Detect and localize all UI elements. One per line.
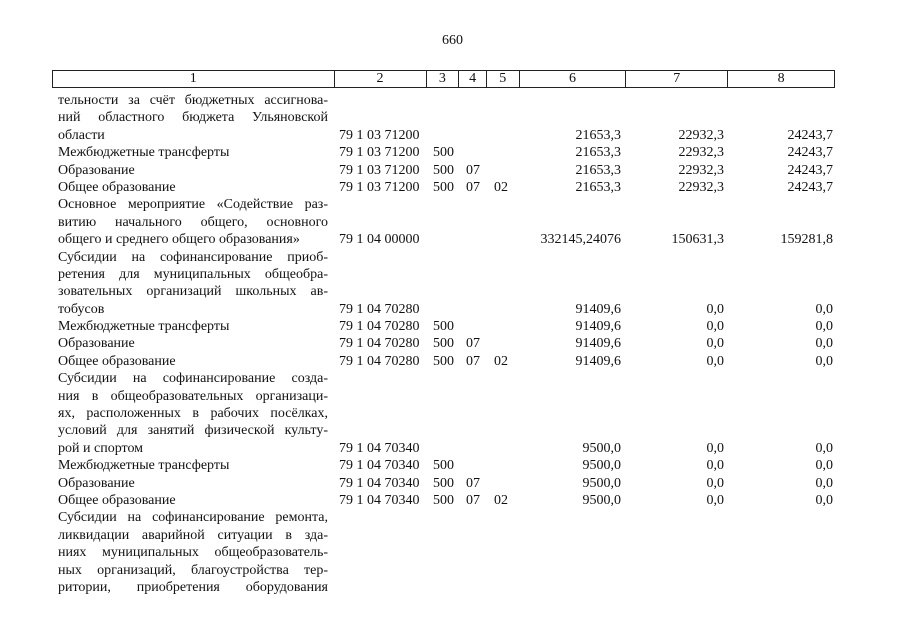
row-description: тельности за счёт бюджетных ассигнова- — [58, 93, 328, 108]
row-value-8: 0,0 — [815, 475, 833, 491]
row-value-7: 22932,3 — [678, 145, 724, 161]
row-value-8: 0,0 — [815, 492, 833, 508]
row-description: области — [58, 127, 105, 143]
row-value-8: 159281,8 — [780, 232, 833, 248]
table-row — [0, 544, 905, 561]
row-value-7: 0,0 — [706, 319, 724, 335]
row-code: 79 1 04 70280 — [339, 353, 420, 369]
row-col-3: 500 — [433, 458, 454, 474]
table-row — [0, 509, 905, 526]
table-row — [0, 249, 905, 266]
row-description: Общее образование — [58, 492, 176, 508]
header-col-4: 4 — [459, 71, 487, 88]
row-description: Образование — [58, 162, 135, 178]
table-row — [0, 562, 905, 579]
row-value-6: 91409,6 — [575, 319, 621, 335]
row-code: 79 1 04 70280 — [339, 336, 420, 352]
header-col-1: 1 — [53, 71, 335, 88]
row-value-7: 0,0 — [706, 353, 724, 369]
row-col-3: 500 — [433, 353, 454, 369]
header-col-2: 2 — [334, 71, 426, 88]
row-description: Основное мероприятие «Содействие раз- — [58, 197, 328, 213]
row-value-8: 0,0 — [815, 301, 833, 317]
row-value-6: 91409,6 — [575, 353, 621, 369]
row-value-6: 21653,3 — [575, 145, 621, 161]
table-row — [0, 318, 905, 335]
row-description: Межбюджетные трансферты — [58, 458, 230, 474]
row-description: Образование — [58, 336, 135, 352]
row-code: 79 1 04 70340 — [339, 492, 420, 508]
row-col-4: 07 — [466, 492, 480, 508]
row-description: ных организаций, благоустройства тер- — [58, 562, 328, 578]
page-number: 660 — [442, 33, 463, 48]
row-code: 79 1 04 70340 — [339, 475, 420, 491]
row-value-8: 0,0 — [815, 440, 833, 456]
row-code: 79 1 04 70280 — [339, 301, 420, 317]
row-col-5: 02 — [494, 179, 508, 195]
row-value-8: 24243,7 — [787, 162, 833, 178]
row-value-8: 0,0 — [815, 319, 833, 335]
row-description: Общее образование — [58, 179, 176, 195]
table-row — [0, 214, 905, 231]
row-value-6: 9500,0 — [582, 458, 621, 474]
row-description: ликвидации аварийной ситуации в зда- — [58, 527, 328, 543]
row-description: тобусов — [58, 301, 105, 317]
table-row — [0, 422, 905, 439]
row-value-6: 21653,3 — [575, 162, 621, 178]
table-row — [0, 457, 905, 474]
header-col-8: 8 — [728, 71, 835, 88]
row-col-3: 500 — [433, 336, 454, 352]
row-description: Субсидии на софинансирование приоб- — [58, 249, 328, 265]
table-row — [0, 162, 905, 179]
row-value-8: 0,0 — [815, 353, 833, 369]
table-row — [0, 405, 905, 422]
row-description: рой и спортом — [58, 440, 144, 456]
row-value-6: 332145,24076 — [540, 232, 621, 248]
row-description: Общее образование — [58, 353, 176, 369]
row-col-3: 500 — [433, 319, 454, 335]
row-value-7: 0,0 — [706, 336, 724, 352]
row-col-5: 02 — [494, 492, 508, 508]
table-row — [0, 388, 905, 405]
table-row — [0, 353, 905, 370]
row-col-4: 07 — [466, 475, 480, 491]
row-description: Межбюджетные трансферты — [58, 145, 230, 161]
row-value-7: 22932,3 — [678, 179, 724, 195]
table-row — [0, 109, 905, 126]
row-value-8: 24243,7 — [787, 127, 833, 143]
row-value-7: 0,0 — [706, 301, 724, 317]
row-value-6: 9500,0 — [582, 492, 621, 508]
table-row — [0, 283, 905, 300]
header-col-5: 5 — [486, 71, 519, 88]
row-value-6: 9500,0 — [582, 440, 621, 456]
row-description: Субсидии на софинансирование созда- — [58, 371, 328, 387]
row-code: 79 1 04 70280 — [339, 319, 420, 335]
row-description: Образование — [58, 475, 135, 491]
row-value-8: 24243,7 — [787, 179, 833, 195]
row-value-6: 91409,6 — [575, 336, 621, 352]
header-col-3: 3 — [426, 71, 459, 88]
row-code: 79 1 03 71200 — [339, 145, 420, 161]
table-row — [0, 266, 905, 283]
row-value-7: 22932,3 — [678, 127, 724, 143]
row-description: ния в общеобразовательных организаци- — [58, 388, 328, 404]
row-col-4: 07 — [466, 179, 480, 195]
row-description: ях, расположенных в рабочих посёлках, — [58, 406, 328, 422]
row-description: ний областного бюджета Ульяновской — [58, 110, 328, 126]
row-value-6: 91409,6 — [575, 301, 621, 317]
row-col-4: 07 — [466, 336, 480, 352]
table-row — [0, 179, 905, 196]
table-header — [52, 70, 835, 88]
row-value-6: 21653,3 — [575, 179, 621, 195]
row-value-7: 22932,3 — [678, 162, 724, 178]
table-body — [0, 92, 905, 596]
table-row — [0, 231, 905, 248]
row-description: витию начального общего, основного — [58, 214, 328, 230]
row-code: 79 1 04 70340 — [339, 458, 420, 474]
table-row — [0, 301, 905, 318]
row-code: 79 1 03 71200 — [339, 127, 420, 143]
row-col-3: 500 — [433, 179, 454, 195]
table-row — [0, 127, 905, 144]
row-value-8: 24243,7 — [787, 145, 833, 161]
table-row — [0, 492, 905, 509]
row-code: 79 1 04 00000 — [339, 232, 420, 248]
row-col-3: 500 — [433, 492, 454, 508]
row-description: ретения для муниципальных общеобра- — [58, 266, 328, 282]
table-row — [0, 370, 905, 387]
table-row — [0, 144, 905, 161]
row-value-7: 0,0 — [706, 440, 724, 456]
row-code: 79 1 04 70340 — [339, 440, 420, 456]
row-description: Межбюджетные трансферты — [58, 319, 230, 335]
header-col-6: 6 — [519, 71, 626, 88]
header-col-7: 7 — [626, 71, 728, 88]
row-value-7: 0,0 — [706, 458, 724, 474]
row-value-6: 21653,3 — [575, 127, 621, 143]
table-row — [0, 92, 905, 109]
row-code: 79 1 03 71200 — [339, 162, 420, 178]
row-value-8: 0,0 — [815, 458, 833, 474]
row-description: общего и среднего общего образования» — [58, 232, 300, 248]
row-col-5: 02 — [494, 353, 508, 369]
row-col-4: 07 — [466, 353, 480, 369]
table-row — [0, 527, 905, 544]
row-value-7: 0,0 — [706, 475, 724, 491]
table-row — [0, 475, 905, 492]
row-description: ритории, приобретения оборудования — [58, 579, 328, 595]
table-row — [0, 579, 905, 596]
row-col-3: 500 — [433, 145, 454, 161]
table-row — [0, 335, 905, 352]
row-col-3: 500 — [433, 162, 454, 178]
row-value-7: 0,0 — [706, 492, 724, 508]
row-value-6: 9500,0 — [582, 475, 621, 491]
row-value-7: 150631,3 — [671, 232, 724, 248]
row-col-3: 500 — [433, 475, 454, 491]
row-description: ниях муниципальных общеобразователь- — [58, 545, 328, 561]
table-row — [0, 196, 905, 213]
table-row — [0, 440, 905, 457]
row-code: 79 1 03 71200 — [339, 179, 420, 195]
row-description: зовательных организаций школьных ав- — [58, 284, 328, 300]
row-value-8: 0,0 — [815, 336, 833, 352]
row-col-4: 07 — [466, 162, 480, 178]
row-description: Субсидии на софинансирование ремонта, — [58, 510, 328, 526]
row-description: условий для занятий физической культу- — [58, 423, 328, 439]
